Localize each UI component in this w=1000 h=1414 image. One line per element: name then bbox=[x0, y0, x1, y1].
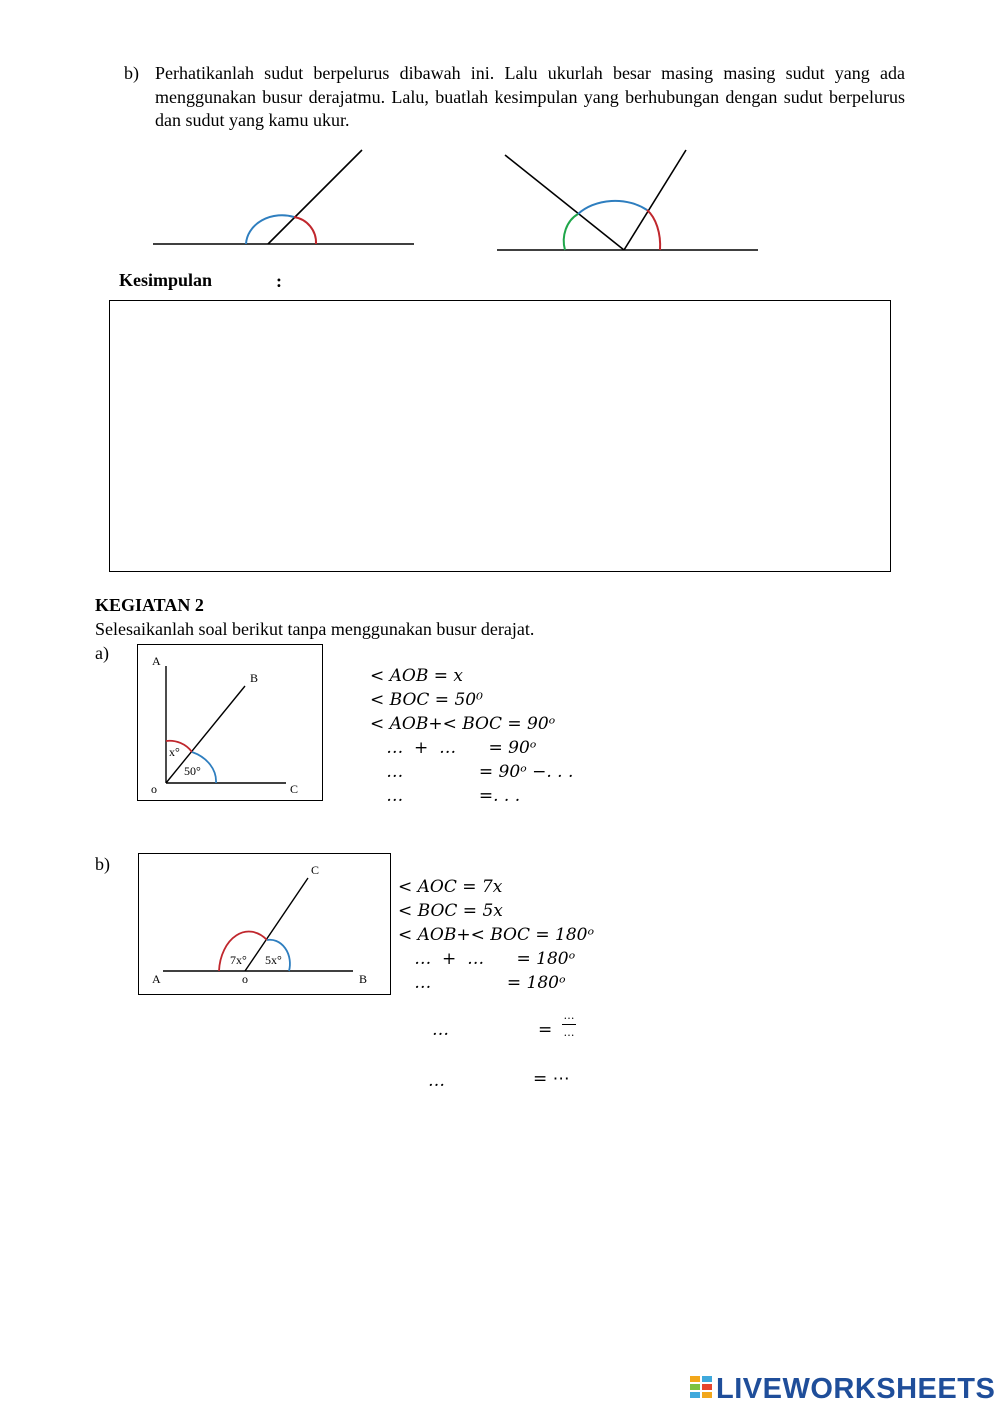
right-angle-diagram bbox=[138, 645, 321, 799]
angle-5x-label: 5x° bbox=[265, 953, 282, 967]
problem-b-fraction-equals: = bbox=[538, 1020, 553, 1040]
logo-text: LIVEWORKSHEETS bbox=[716, 1372, 996, 1405]
problem-a-equation-2: < BOC = 50⁰ bbox=[370, 690, 483, 710]
problem-b-label: b) bbox=[95, 854, 110, 874]
problem-a-equation-1: < AOB = x bbox=[370, 666, 463, 686]
fraction-denominator[interactable]: … bbox=[563, 1026, 575, 1039]
angle-arc-blue bbox=[246, 215, 294, 244]
point-b-label: B bbox=[359, 972, 368, 986]
angle-50-label: 50° bbox=[184, 764, 201, 778]
point-o-label: o bbox=[242, 972, 248, 986]
problem-b-final-lhs[interactable]: … bbox=[428, 1071, 445, 1091]
angle-arc-blue bbox=[578, 201, 647, 214]
problem-b-equation-4[interactable]: … + … = 180ᵒ bbox=[398, 949, 576, 969]
section-b-instruction: Perhatikanlah sudut berpelurus dibawah ini. Lalu ukurlah besar masing masing sudut yang ada menggunakan busur derajatmu. Lalu, buatlah kesimpulan yang berhubungan dengan sudut berpelurus dan sudut yang kamu ukur. bbox=[155, 63, 905, 130]
angle-7x-label: 7x° bbox=[230, 953, 247, 967]
problem-b-equation-2: < BOC = 5x bbox=[398, 901, 503, 921]
problem-b-fraction[interactable] bbox=[562, 1010, 576, 1039]
point-c-label: C bbox=[290, 782, 299, 796]
point-b-label: B bbox=[250, 671, 259, 685]
problem-a-figure-frame bbox=[137, 644, 323, 801]
fraction-numerator[interactable]: … bbox=[563, 1009, 575, 1022]
problem-a-equation-4[interactable]: … + … = 90ᵒ bbox=[370, 738, 537, 758]
fraction-bar bbox=[562, 1024, 576, 1025]
problem-b-equation-3: < AOB+< BOC = 180ᵒ bbox=[398, 925, 595, 945]
angle-x-label: x° bbox=[169, 745, 180, 759]
point-a-label: A bbox=[152, 654, 161, 668]
straight-angle-figure-1 bbox=[153, 150, 414, 244]
angle-arc-green bbox=[564, 214, 578, 250]
problem-b-final-rhs[interactable]: = ⋯ bbox=[533, 1069, 570, 1089]
problem-b-equation-1: < AOC = 7x bbox=[398, 877, 503, 897]
kegiatan-2-title: KEGIATAN 2 bbox=[95, 595, 204, 615]
problem-b-fraction-lhs[interactable]: … bbox=[432, 1020, 449, 1040]
conclusion-label: Kesimpulan bbox=[119, 270, 213, 290]
straight-angle-diagrams bbox=[0, 0, 1000, 300]
angle-arc-red bbox=[294, 217, 316, 244]
liveworksheets-logo-icon bbox=[690, 1376, 712, 1402]
problem-a-label: a) bbox=[95, 643, 109, 663]
problem-a-equation-3: < AOB+< BOC = 90ᵒ bbox=[370, 714, 556, 734]
point-a-label: A bbox=[152, 972, 161, 986]
section-b-label: b) bbox=[124, 63, 139, 83]
straight-angle-diagram bbox=[139, 854, 389, 993]
problem-a-equation-5[interactable]: … = 90ᵒ −. . . bbox=[370, 762, 574, 782]
conclusion-colon: : bbox=[276, 271, 282, 291]
kegiatan-2-instruction: Selesaikanlah soal berikut tanpa menggunakan busur derajat. bbox=[95, 619, 535, 639]
conclusion-answer-box[interactable] bbox=[109, 300, 891, 572]
point-c-label: C bbox=[311, 863, 320, 877]
angle-arc-red bbox=[647, 210, 660, 250]
problem-b-figure-frame bbox=[138, 853, 391, 995]
point-o-label: o bbox=[151, 782, 157, 796]
problem-b-equation-5[interactable]: … = 180ᵒ bbox=[398, 973, 566, 993]
problem-a-equation-6[interactable]: … =. . . bbox=[370, 786, 521, 806]
liveworksheets-logo bbox=[690, 1371, 995, 1407]
straight-angle-figure-2 bbox=[497, 150, 758, 250]
